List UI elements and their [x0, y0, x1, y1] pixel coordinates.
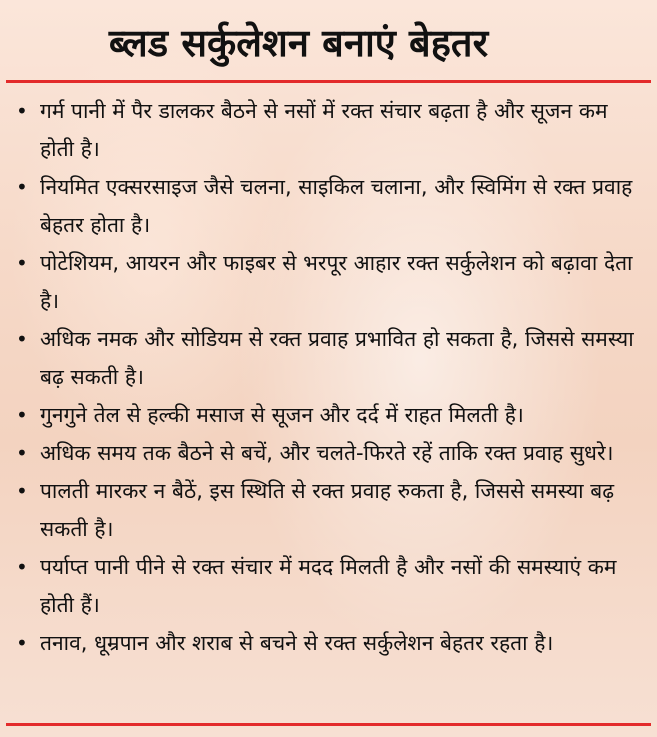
tips-list: [0, 92, 657, 662]
tip-text: पर्याप्त पानी पीने से रक्त संचार में मदद मिलती है और नसों की समस्याएं कम होती हैं।: [40, 555, 617, 617]
bottom-divider: [6, 723, 651, 726]
tip-text: तनाव, धूम्रपान और शराब से बचने से रक्त सर्कुलेशन बेहतर रहता है।: [40, 631, 554, 655]
list-item: [0, 624, 657, 662]
bullet-icon: •: [16, 327, 28, 351]
bullet-icon: •: [16, 99, 28, 123]
bullet-icon: •: [16, 631, 28, 655]
bullet-icon: •: [16, 175, 28, 199]
list-item: [0, 434, 657, 472]
bullet-icon: •: [16, 441, 28, 465]
tip-text: अधिक नमक और सोडियम से रक्त प्रवाह प्रभावित हो सकता है, जिससे समस्या बढ़ सकती है।: [40, 327, 634, 389]
list-item: [0, 472, 657, 548]
tip-text: पालती मारकर न बैठें, इस स्थिति से रक्त प्रवाह रुकता है, जिससे समस्या बढ़ सकती है।: [40, 479, 615, 541]
list-item: [0, 244, 657, 320]
list-item: [0, 396, 657, 434]
tip-text: गर्म पानी में पैर डालकर बैठने से नसों में रक्त संचार बढ़ता है और सूजन कम होती है।: [40, 99, 608, 161]
tip-text: नियमित एक्सरसाइज जैसे चलना, साइकिल चलाना, और स्विमिंग से रक्त प्रवाह बेहतर होता है।: [40, 175, 633, 237]
list-item: [0, 168, 657, 244]
list-item: [0, 92, 657, 168]
page-title: ब्लड सर्कुलेशन बनाएं बेहतर: [108, 21, 489, 65]
bullet-icon: •: [16, 251, 28, 275]
top-divider: [6, 80, 651, 83]
bullet-icon: •: [16, 555, 28, 579]
list-item: [0, 548, 657, 624]
bullet-icon: •: [16, 403, 28, 427]
tip-text: अधिक समय तक बैठने से बचें, और चलते-फिरते रहें ताकि रक्त प्रवाह सुधरे।: [40, 441, 614, 465]
tip-text: गुनगुने तेल से हल्की मसाज से सूजन और दर्द में राहत मिलती है।: [40, 403, 524, 427]
bullet-icon: •: [16, 479, 28, 503]
tip-text: पोटेशियम, आयरन और फाइबर से भरपूर आहार रक्त सर्कुलेशन को बढ़ावा देता है।: [40, 251, 633, 313]
list-item: [0, 320, 657, 396]
